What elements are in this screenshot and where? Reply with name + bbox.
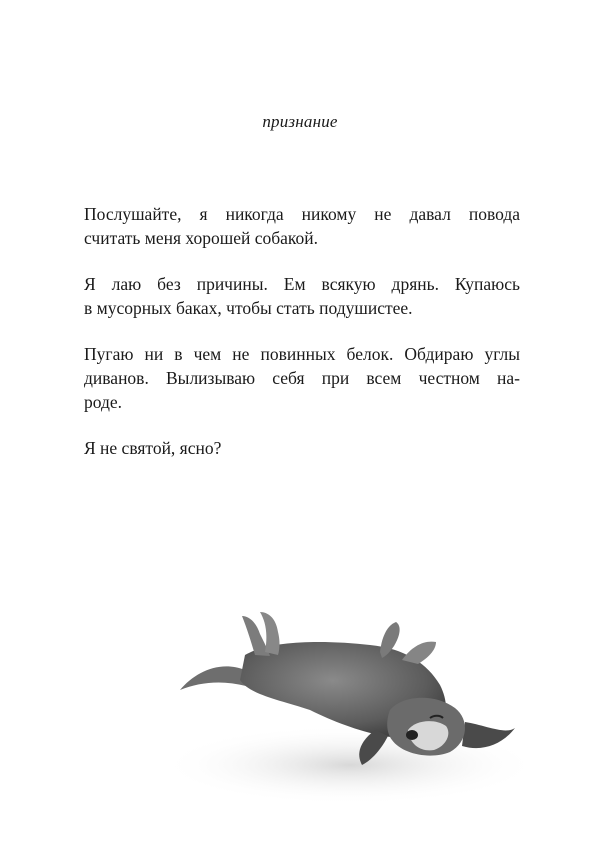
paragraph-line: в мусорных баках, чтобы стать подушистее.	[84, 298, 413, 318]
paragraph-line: Я не святой, ясно?	[84, 438, 222, 458]
chapter-title: признание	[262, 112, 338, 131]
dog-illustration	[150, 560, 550, 845]
dog-front-leg	[402, 642, 436, 664]
paragraph-line: роде.	[84, 392, 123, 412]
paragraph-line: считать меня хорошей собакой.	[84, 228, 319, 248]
paragraph-line: диванов. Вылизываю себя при всем честном на-	[84, 368, 520, 388]
paragraph-3	[84, 342, 520, 414]
dog-tail	[180, 666, 246, 690]
paragraph-line: Я лаю без причины. Ем всякую дрянь. Купаюсь	[84, 274, 520, 294]
paragraph-4	[84, 436, 520, 460]
paragraph-1	[84, 202, 520, 250]
dog-nose	[406, 730, 418, 740]
paragraph-line: Пугаю ни в чем не повинных белок. Обдираю углы	[84, 344, 520, 364]
paragraph-2	[84, 272, 520, 320]
paragraph-line: Послушайте, я никогда никому не давал повода	[84, 204, 520, 224]
